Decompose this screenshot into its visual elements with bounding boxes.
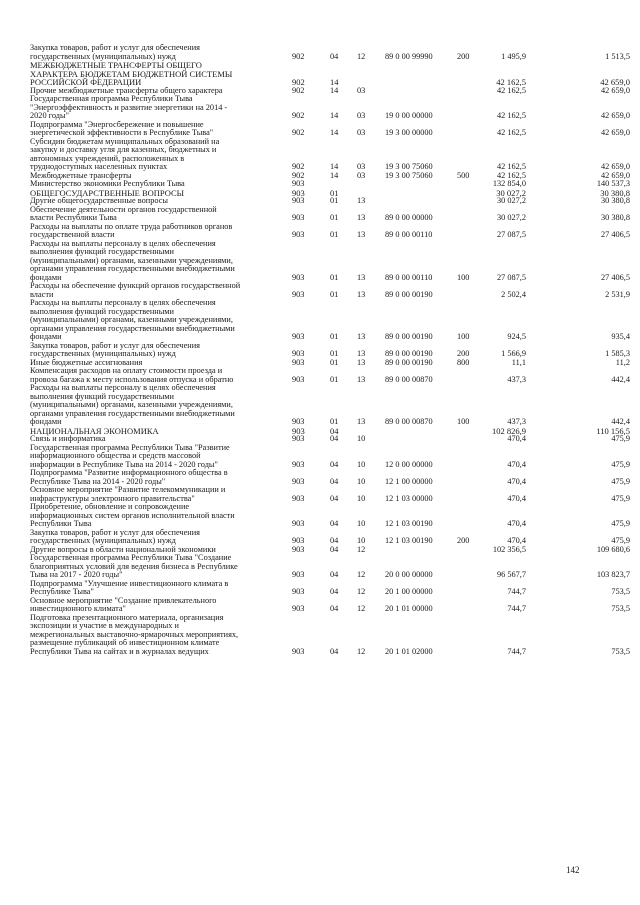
- amount-year-1: 27 087,5: [496, 272, 526, 282]
- section-code: 14: [330, 170, 339, 180]
- row-name: Государственная программа Республики Тыва "Создание благоприятных условий для ведения бизнеса в Республике Тыва на 2017 - 2020 годы": [30, 553, 238, 579]
- amount-year-1: 1 566,9: [501, 349, 526, 358]
- subsection-code: 13: [357, 417, 366, 426]
- section-code: 04: [330, 536, 339, 545]
- section-code: 04: [330, 544, 339, 554]
- amount-year-2: 140 537,3: [596, 179, 630, 188]
- table-row: [30, 223, 630, 240]
- amount-year-1: 27 087,5: [496, 230, 526, 239]
- table-row: [30, 469, 630, 486]
- target-article-code: 12 1 00 00000: [385, 476, 433, 486]
- amount-year-1: 437,3: [507, 374, 526, 384]
- section-code: 01: [330, 230, 339, 239]
- table-row: [30, 61, 630, 87]
- amount-year-1: 102 826,9: [492, 425, 526, 436]
- row-name: Закупка товаров, работ и услуг для обеспечения государственных (муниципальных) нужд: [30, 43, 200, 61]
- row-name: Компенсация расходов на оплату стоимости проезда и провоза багажа к месту использования отпуска и обратно: [30, 366, 234, 384]
- target-article-code: 19 3 00 75060: [385, 162, 433, 171]
- amount-year-2: 42 659,0: [600, 111, 630, 120]
- row-name: Прочие межбюджетные трансферты общего характера: [30, 85, 223, 95]
- row-name: Обеспечение деятельности органов государственной власти Республики Тыва: [30, 204, 217, 222]
- section-code: 04: [330, 646, 339, 656]
- subsection-code: 03: [357, 170, 366, 180]
- amount-year-1: 2 502,4: [501, 289, 526, 299]
- table-row: [30, 554, 630, 580]
- amount-year-2: 442,4: [611, 417, 630, 426]
- row-name: Расходы на выплаты персоналу в целях обеспечения выполнения функций государственными (муниципальными) органами, казенными учреждениями, органами управления государственными внебюджетными фондами: [30, 383, 235, 426]
- amount-year-1: 470,4: [507, 493, 526, 503]
- ministry-code: 902: [292, 162, 305, 171]
- table-row: [30, 529, 630, 546]
- row-name: Приобретение, обновление и сопровождение информационных систем органов исполнительной власти Республики Тыва: [30, 502, 235, 528]
- amount-year-1: 470,4: [507, 536, 526, 545]
- table-row: [30, 44, 630, 61]
- ministry-code: 902: [292, 128, 305, 137]
- expense-type-code: 800: [457, 357, 470, 367]
- ministry-code: 902: [292, 77, 305, 87]
- row-name: Субсидии бюджетам муниципальных образований на закупку и доставку угля для казенных, бюджетных и автономных учреждений, расположенных в труднодоступных населенных пунктах: [30, 136, 220, 171]
- amount-year-1: 744,7: [507, 646, 526, 656]
- table-row: [30, 597, 630, 614]
- subsection-code: 10: [357, 519, 366, 528]
- subsection-code: 13: [357, 349, 366, 358]
- target-article-code: 12 0 00 00000: [385, 459, 433, 469]
- section-code: 01: [330, 272, 339, 282]
- amount-year-1: 924,5: [507, 332, 526, 341]
- amount-year-2: 475,9: [611, 493, 630, 503]
- target-article-code: 12 1 03 00190: [385, 536, 433, 545]
- target-article-code: 89 0 00 99990: [385, 51, 433, 61]
- row-name: Закупка товаров, работ и услуг для обеспечения государственных (муниципальных) нужд: [30, 340, 200, 358]
- subsection-code: 13: [357, 332, 366, 341]
- section-code: 04: [330, 587, 339, 596]
- row-name: НАЦИОНАЛЬНАЯ ЭКОНОМИКА: [30, 425, 159, 436]
- subsection-code: 13: [357, 272, 366, 282]
- amount-year-2: 11,2: [615, 357, 630, 367]
- ministry-code: 903: [292, 349, 305, 358]
- ministry-code: 903: [292, 357, 305, 367]
- expense-type-code: 100: [457, 272, 470, 282]
- ministry-code: 902: [292, 85, 305, 95]
- section-code: 01: [330, 349, 339, 358]
- amount-year-1: 744,7: [507, 604, 526, 613]
- section-code: 04: [330, 604, 339, 613]
- subsection-code: 10: [357, 476, 366, 486]
- amount-year-2: 30 380,8: [600, 187, 630, 198]
- amount-year-2: 27 406,5: [600, 230, 630, 239]
- target-article-code: 89 0 00 00110: [385, 230, 433, 239]
- amount-year-2: 42 659,0: [600, 170, 630, 180]
- subsection-code: 13: [357, 196, 366, 205]
- expense-type-code: 200: [457, 536, 470, 545]
- target-article-code: 19 0 00 00000: [385, 111, 433, 120]
- amount-year-1: 42 162,5: [496, 162, 526, 171]
- subsection-code: 13: [357, 357, 366, 367]
- table-row: [30, 138, 630, 172]
- page-number: 142: [566, 865, 580, 875]
- section-code: 14: [330, 128, 339, 137]
- section-code: 04: [330, 570, 339, 579]
- ministry-code: 903: [292, 213, 305, 222]
- subsection-code: 13: [357, 213, 366, 222]
- target-article-code: 20 1 00 00000: [385, 587, 433, 596]
- amount-year-1: 42 162,5: [496, 170, 526, 180]
- table-row: [30, 384, 630, 427]
- row-name: Подготовка презентационного материала, организация экспозиции и участие в международных и межрегиональных выставочно-ярмарочных мероприятиях, размещение публикаций об инвестиционном климате Республики Тыва на сайтах и в журналах ведущих: [30, 612, 239, 656]
- row-name: Закупка товаров, работ и услуг для обеспечения государственных (муниципальных) нужд: [30, 527, 200, 545]
- row-name: Иные бюджетные ассигнования: [30, 357, 143, 367]
- row-name: Расходы на выплаты персоналу в целях обеспечения выполнения функций государственными (муниципальными) органами, казенными учреждениями, органами управления государственными внебюджетными фондами: [30, 298, 235, 341]
- subsection-code: 03: [357, 111, 366, 120]
- amount-year-2: 30 380,8: [600, 213, 630, 222]
- table-row: [30, 342, 630, 359]
- amount-year-1: 42 162,5: [496, 77, 526, 87]
- subsection-code: 12: [357, 570, 366, 579]
- row-name: Подпрограмма "Развитие информационного общества в Республике Тыва на 2014 - 2020 годы": [30, 468, 228, 486]
- amount-year-1: 11,1: [511, 357, 526, 367]
- amount-year-2: 475,9: [611, 434, 630, 443]
- expense-type-code: 200: [457, 349, 470, 358]
- amount-year-2: 935,4: [611, 332, 630, 341]
- table-row: [30, 121, 630, 138]
- table-row: [30, 299, 630, 342]
- table-row: [30, 580, 630, 597]
- amount-year-1: 96 567,7: [496, 570, 526, 579]
- row-name: Государственная программа Республики Тыва "Энергоэффективность и развитие энергетики на 2014 - 2020 годы": [30, 94, 228, 120]
- amount-year-1: 744,7: [507, 587, 526, 596]
- amount-year-2: 110 156,5: [596, 425, 630, 436]
- section-code: 04: [330, 51, 339, 61]
- section-code: 04: [330, 425, 339, 436]
- amount-year-1: 102 356,5: [492, 544, 526, 554]
- ministry-code: 903: [292, 272, 305, 282]
- table-row: [30, 95, 630, 121]
- amount-year-2: 753,5: [611, 646, 630, 656]
- section-code: 01: [330, 332, 339, 341]
- section-code: 01: [330, 417, 339, 426]
- ministry-code: 902: [292, 170, 305, 180]
- table-row: [30, 240, 630, 283]
- ministry-code: 903: [292, 187, 305, 198]
- ministry-code: 903: [292, 179, 305, 188]
- subsection-code: 03: [357, 85, 366, 95]
- ministry-code: 903: [292, 570, 305, 579]
- amount-year-1: 437,3: [507, 417, 526, 426]
- amount-year-2: 103 823,7: [596, 570, 630, 579]
- ministry-code: 902: [292, 51, 305, 61]
- ministry-code: 903: [292, 230, 305, 239]
- ministry-code: 903: [292, 196, 305, 205]
- row-name: Другие вопросы в области национальной экономики: [30, 544, 216, 554]
- amount-year-2: 42 659,0: [600, 77, 630, 87]
- amount-year-2: 1 585,3: [605, 349, 630, 358]
- amount-year-1: 132 854,0: [492, 179, 526, 188]
- ministry-code: 902: [292, 111, 305, 120]
- subsection-code: 10: [357, 459, 366, 469]
- target-article-code: 12 1 03 00190: [385, 519, 433, 528]
- amount-year-2: 753,5: [611, 604, 630, 613]
- ministry-code: 903: [292, 289, 305, 299]
- ministry-code: 903: [292, 536, 305, 545]
- amount-year-2: 30 380,8: [600, 196, 630, 205]
- amount-year-2: 475,9: [611, 459, 630, 469]
- expense-type-code: 500: [457, 170, 470, 180]
- ministry-code: 903: [292, 476, 305, 486]
- target-article-code: 89 0 00 00110: [385, 272, 433, 282]
- section-code: 14: [330, 111, 339, 120]
- amount-year-1: 30 027,2: [496, 187, 526, 198]
- amount-year-2: 1 513,5: [605, 51, 630, 61]
- amount-year-1: 470,4: [507, 434, 526, 443]
- ministry-code: 903: [292, 459, 305, 469]
- subsection-code: 10: [357, 493, 366, 503]
- subsection-code: 12: [357, 587, 366, 596]
- table-row: [30, 503, 630, 529]
- amount-year-2: 27 406,5: [600, 272, 630, 282]
- expense-type-code: 100: [457, 417, 470, 426]
- ministry-code: 903: [292, 646, 305, 656]
- section-code: 01: [330, 374, 339, 384]
- row-name: Расходы на выплаты по оплате труда работников органов государственной власти: [30, 221, 233, 239]
- ministry-code: 903: [292, 519, 305, 528]
- target-article-code: 89 0 00 00190: [385, 349, 433, 358]
- subsection-code: 13: [357, 289, 366, 299]
- row-name: Связь и информатика: [30, 434, 106, 443]
- subsection-code: 12: [357, 646, 366, 656]
- target-article-code: 89 0 00 00870: [385, 417, 433, 426]
- row-name: ОБЩЕГОСУДАРСТВЕННЫЕ ВОПРОСЫ: [30, 187, 185, 198]
- ministry-code: 903: [292, 332, 305, 341]
- subsection-code: 10: [357, 536, 366, 545]
- row-name: Основное мероприятие "Развитие телекоммуникации и инфраструктуры электронного правительства": [30, 485, 226, 503]
- target-article-code: 20 1 01 02000: [385, 646, 433, 656]
- amount-year-2: 109 680,6: [596, 544, 630, 554]
- row-name: Межбюджетные трансферты: [30, 170, 132, 180]
- subsection-code: 03: [357, 162, 366, 171]
- section-code: 01: [330, 196, 339, 205]
- row-name: Подпрограмма "Энергосбережение и повышение энергетической эффективности в Республике Тыва": [30, 119, 214, 137]
- amount-year-2: 753,5: [611, 587, 630, 596]
- subsection-code: 12: [357, 544, 366, 554]
- subsection-code: 12: [357, 604, 366, 613]
- table-row: [30, 614, 630, 657]
- ministry-code: 903: [292, 434, 305, 443]
- row-name: Государственная программа Республики Тыва "Развитие информационного общества и средств массовой информации в Республике Тыва на 2014 - 2020 годы": [30, 442, 230, 469]
- target-article-code: 19 3 00 00000: [385, 128, 433, 137]
- amount-year-1: 42 162,5: [496, 85, 526, 95]
- row-name: Расходы на обеспечение функций органов государственной власти: [30, 281, 241, 299]
- section-code: 01: [330, 213, 339, 222]
- target-article-code: 12 1 03 00000: [385, 493, 433, 503]
- row-name: Основное мероприятие "Создание привлекательного инвестиционного климата": [30, 595, 217, 613]
- target-article-code: 89 0 00 00870: [385, 374, 433, 384]
- amount-year-1: 470,4: [507, 476, 526, 486]
- ministry-code: 903: [292, 493, 305, 503]
- section-code: 04: [330, 493, 339, 503]
- subsection-code: 10: [357, 434, 366, 443]
- table-row: [30, 486, 630, 503]
- table-row: [30, 206, 630, 223]
- section-code: 04: [330, 459, 339, 469]
- ministry-code: 903: [292, 417, 305, 426]
- row-name: Расходы на выплаты персоналу в целях обеспечения выполнения функций государственными (муниципальными) органами, казенными учреждениями, органами управления государственными внебюджетными фондами: [30, 238, 235, 282]
- table-row: [30, 282, 630, 299]
- subsection-code: 12: [357, 51, 366, 61]
- amount-year-2: 475,9: [611, 536, 630, 545]
- row-name: Министерство экономики Республики Тыва: [30, 179, 185, 188]
- row-name: Подпрограмма "Улучшение инвестиционного климата в Республике Тыва": [30, 578, 229, 596]
- target-article-code: 89 0 00 00190: [385, 332, 433, 341]
- target-article-code: 19 3 00 75060: [385, 170, 433, 180]
- amount-year-2: 442,4: [611, 374, 630, 384]
- amount-year-1: 470,4: [507, 519, 526, 528]
- row-name: Другие общегосударственные вопросы: [30, 196, 168, 205]
- amount-year-2: 475,9: [611, 476, 630, 486]
- amount-year-1: 1 495,9: [501, 51, 526, 61]
- amount-year-2: 42 659,0: [600, 128, 630, 137]
- section-code: 14: [330, 85, 339, 95]
- ministry-code: 903: [292, 587, 305, 596]
- ministry-code: 903: [292, 604, 305, 613]
- section-code: 04: [330, 434, 339, 443]
- amount-year-2: 42 659,0: [600, 85, 630, 95]
- row-name: МЕЖБЮДЖЕТНЫЕ ТРАНСФЕРТЫ ОБЩЕГО ХАРАКТЕРА БЮДЖЕТАМ БЮДЖЕТНОЙ СИСТЕМЫ РОССИЙСКОЙ ФЕДЕРАЦИИ: [30, 60, 233, 87]
- target-article-code: 89 0 00 00000: [385, 213, 433, 222]
- budget-table: [30, 44, 630, 656]
- section-code: 01: [330, 187, 339, 198]
- amount-year-1: 30 027,2: [496, 196, 526, 205]
- subsection-code: 13: [357, 230, 366, 239]
- section-code: 14: [330, 162, 339, 171]
- table-row: [30, 444, 630, 470]
- ministry-code: 903: [292, 544, 305, 554]
- section-code: 14: [330, 77, 339, 87]
- expense-type-code: 200: [457, 51, 470, 61]
- amount-year-1: 42 162,5: [496, 128, 526, 137]
- target-article-code: 20 0 00 00000: [385, 570, 433, 579]
- target-article-code: 89 0 00 00190: [385, 357, 433, 367]
- amount-year-2: 2 531,9: [605, 289, 630, 299]
- table-row: [30, 367, 630, 384]
- amount-year-1: 42 162,5: [496, 111, 526, 120]
- amount-year-2: 42 659,0: [600, 162, 630, 171]
- target-article-code: 89 0 00 00190: [385, 289, 433, 299]
- ministry-code: 903: [292, 425, 305, 436]
- section-code: 04: [330, 476, 339, 486]
- target-article-code: 20 1 01 00000: [385, 604, 433, 613]
- subsection-code: 03: [357, 128, 366, 137]
- amount-year-1: 30 027,2: [496, 213, 526, 222]
- amount-year-1: 470,4: [507, 459, 526, 469]
- section-code: 01: [330, 289, 339, 299]
- section-code: 01: [330, 357, 339, 367]
- ministry-code: 903: [292, 374, 305, 384]
- subsection-code: 13: [357, 374, 366, 384]
- expense-type-code: 100: [457, 332, 470, 341]
- amount-year-2: 475,9: [611, 519, 630, 528]
- section-code: 04: [330, 519, 339, 528]
